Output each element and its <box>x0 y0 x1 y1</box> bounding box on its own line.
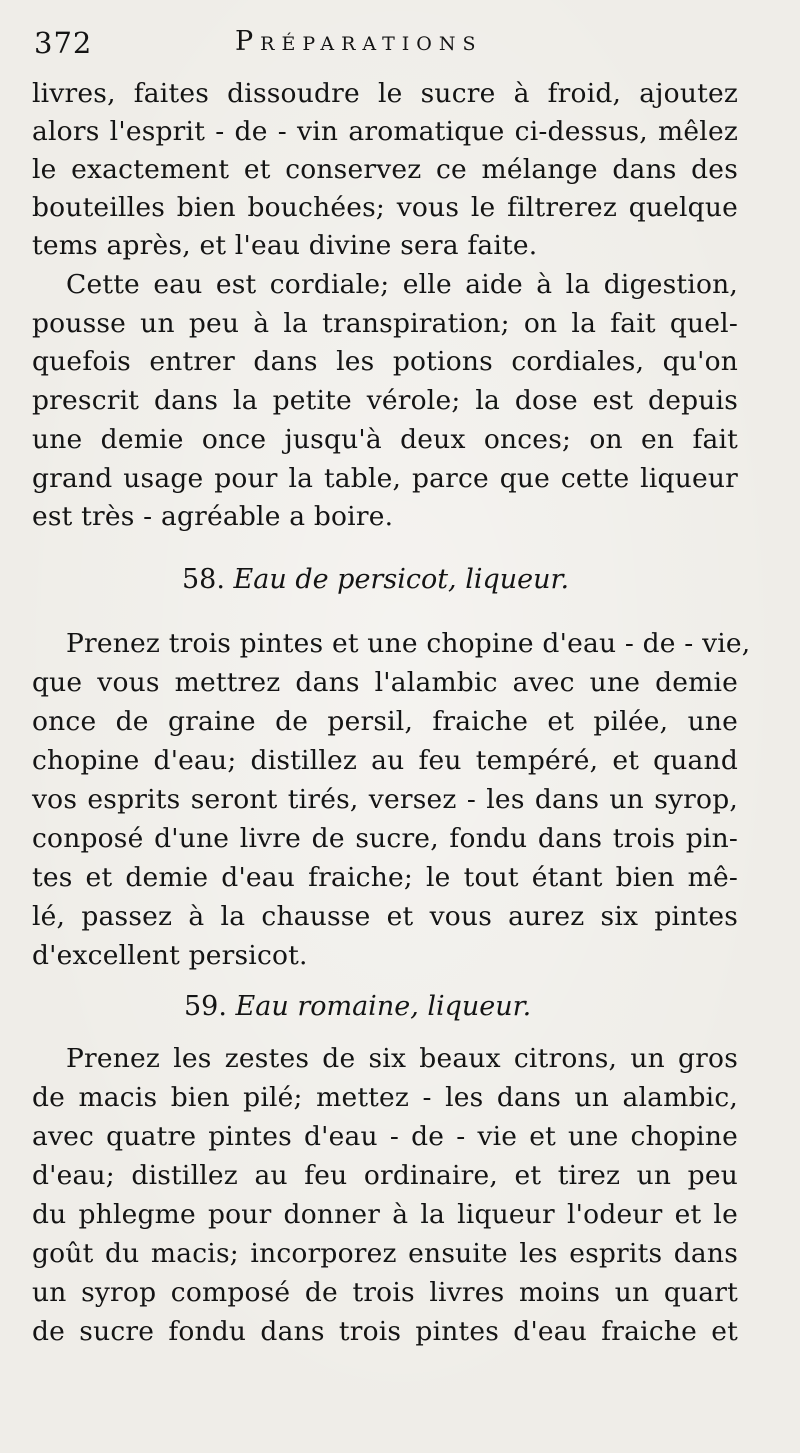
text-line: avec quatre pintes d'eau - de - vie et une chopine <box>32 1121 738 1152</box>
text-line: pousse un peu à la transpiration; on la fait quel- <box>32 308 738 339</box>
section-number: 59. <box>184 991 227 1022</box>
text-line: goût du macis; incorporez ensuite les esprits dans <box>32 1238 738 1269</box>
text-line: grand usage pour la table, parce que cette liqueur <box>32 463 738 494</box>
page-header <box>30 24 770 64</box>
text-line: once de graine de persil, fraiche et pilée, une <box>32 706 738 737</box>
section-title: Eau de persicot, liqueur. <box>233 564 570 595</box>
page-number: 372 <box>34 26 93 60</box>
text-line: le exactement et conservez ce mélange dans des <box>32 154 738 185</box>
text-line: Cette eau est cordiale; elle aide à la digestion, <box>66 269 738 300</box>
text-line: de macis bien pilé; mettez - les dans un alambic, <box>32 1082 738 1113</box>
text-line: d'excellent persicot. <box>32 940 308 971</box>
section-title: Eau romaine, liqueur. <box>235 991 532 1022</box>
text-line: d'eau; distillez au feu ordinaire, et tirez un peu <box>32 1160 738 1191</box>
text-line: est très - agréable a boire. <box>32 501 394 532</box>
text-line: de sucre fondu dans trois pintes d'eau fraiche et <box>32 1316 738 1347</box>
text-line: une demie once jusqu'à deux onces; on en fait <box>32 424 738 455</box>
text-line: Prenez les zestes de six beaux citrons, un gros <box>66 1043 738 1074</box>
text-line: un syrop composé de trois livres moins un quart <box>32 1277 738 1308</box>
text-line: tes et demie d'eau fraiche; le tout étant bien mê- <box>32 862 738 893</box>
text-line: livres, faites dissoudre le sucre à froid, ajoutez <box>32 78 738 109</box>
text-line: conposé d'une livre de sucre, fondu dans trois pin- <box>32 823 738 854</box>
text-line: que vous mettrez dans l'alambic avec une demie <box>32 667 738 698</box>
text-line: vos esprits seront tirés, versez - les dans un syrop, <box>32 784 738 815</box>
text-line: prescrit dans la petite vérole; la dose est depuis <box>32 385 738 416</box>
text-line: bouteilles bien bouchées; vous le filtrerez quelque <box>32 192 738 223</box>
text-line: chopine d'eau; distillez au feu tempéré, et quand <box>32 745 738 776</box>
text-line: tems après, et l'eau divine sera faite. <box>32 230 538 261</box>
text-line: alors l'esprit - de - vin aromatique ci-dessus, mêlez <box>32 116 738 147</box>
section-heading-58 <box>182 561 569 599</box>
section-heading-59 <box>184 988 531 1026</box>
section-number: 58. <box>182 564 225 595</box>
text-line: du phlegme pour donner à la liqueur l'odeur et le <box>32 1199 738 1230</box>
text-line: quefois entrer dans les potions cordiales, qu'on <box>32 346 738 377</box>
text-line: Prenez trois pintes et une chopine d'eau - de - vie, <box>66 628 751 659</box>
text-line: lé, passez à la chausse et vous aurez six pintes <box>32 901 738 932</box>
running-head: Préparations <box>235 26 483 57</box>
